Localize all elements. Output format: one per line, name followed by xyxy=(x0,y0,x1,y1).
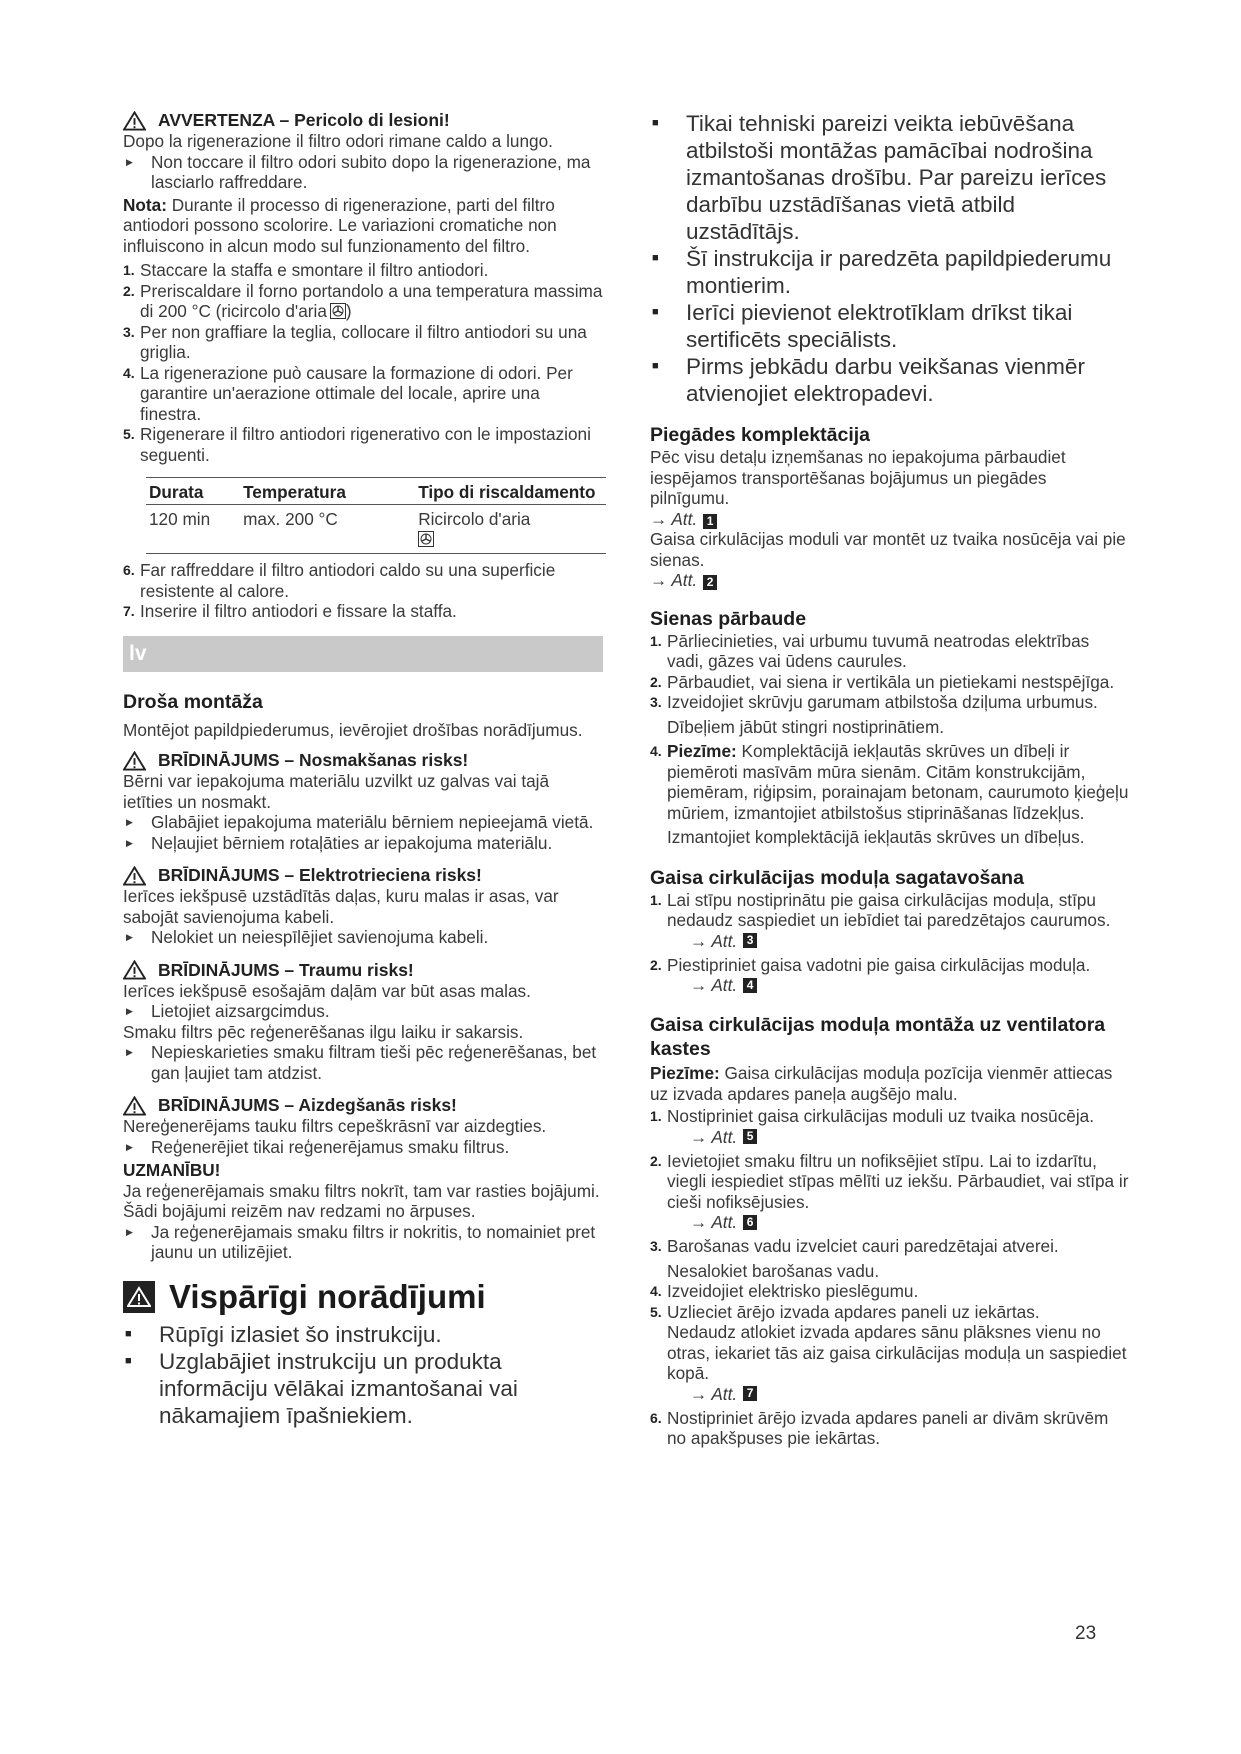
warning-triangle-icon xyxy=(123,111,146,131)
list-item: 4. Izveidojiet elektrisko pieslēgumu. xyxy=(650,1281,919,1301)
section-title: Droša montāža xyxy=(123,690,263,713)
list-item: 1. Pārliecinieties, vai urbumu tuvumā neatrodas elektrības vadi, gāzes vai ūdens caurules. xyxy=(650,630,1090,671)
section-title: Vispārīgi norādījumi xyxy=(123,1277,603,1317)
section-text: Pēc visu detaļu izņemšanas no iepakojuma pārbaudiet iespējamos transportēšanas bojājumus un piegādes pilnīgumu. xyxy=(650,447,1066,508)
list-item: 2. Preriscaldare il forno portandolo a una temperatura massima di 200 °C (ricircolo d'aria ) xyxy=(123,280,603,321)
arrow-bullet-icon: ▶ xyxy=(126,932,133,942)
steps-list xyxy=(650,631,1130,848)
figure-reference: → Att. 1 xyxy=(650,509,1130,530)
square-bullet-icon: ■ xyxy=(125,1327,132,1340)
list-item: ▶ Nelokiet un neiespīlējiet savienojuma kabeli. xyxy=(123,927,603,948)
fan-mode-icon xyxy=(418,531,434,547)
note-paragraph: Piezīme: Gaisa cirkulācijas moduļa pozīcija vienmēr attiecas uz izvada apdares paneļa augšējo malu. xyxy=(650,1063,1113,1104)
list-item: ▶ Reģenerējiet tikai reģenerējamus smaku filtrus. xyxy=(123,1137,603,1158)
list-item: 3. Izveidojiet skrūvju garumam atbilstoša dziļuma urbumus. xyxy=(650,692,1098,712)
warning-heading: AVVERTENZA – Pericolo di lesioni! xyxy=(123,110,603,131)
warning-text: Smaku filtrs pēc reģenerēšanas ilgu laiku ir sakarsis. xyxy=(123,1021,524,1042)
step-note: Nedaudz atlokiet izvada apdares sānu plāksnes vienu no otras, iekariet tās aiz gaisa cirkulācijas moduļa un saspiediet kopā. xyxy=(667,1322,1127,1383)
warning-text: Ierīces iekšpusē esošajām daļām var būt asas malas. xyxy=(123,980,531,1001)
square-bullet-icon: ■ xyxy=(652,360,659,372)
square-bullet-icon: ■ xyxy=(652,252,659,264)
list-item: 2. Pārbaudiet, vai siena ir vertikāla un pietiekami nestspējīga. xyxy=(650,671,1115,692)
list-item: 5. Rigenerare il filtro antiodori rigenerativo con le impostazioni seguenti. xyxy=(123,424,591,465)
section-title: Sienas pārbaude xyxy=(650,607,807,630)
list-item: 1. Staccare la staffa e smontare il filtro antiodori. xyxy=(123,260,489,280)
section-title: Gaisa cirkulācijas moduļa sagatavošana xyxy=(650,866,1024,889)
caution-text: Ja reģenerējamais smaku filtrs nokrīt, tam var rasties bojājumi. Šādi bojājumi reizēm nav redzami no ārpuses. xyxy=(123,1180,600,1221)
warning-triangle-icon xyxy=(123,866,146,886)
figure-reference: → Att. 5 xyxy=(650,1127,1130,1147)
warning-triangle-icon xyxy=(123,751,146,771)
general-list xyxy=(123,1321,603,1429)
figure-reference: → Att. 7 xyxy=(650,1384,1130,1404)
figure-reference: → Att. 3 xyxy=(650,931,1130,951)
table-header-row: Durata Temperatura Tipo di riscaldamento xyxy=(146,478,606,505)
list-item: ▶ Ja reģenerējamais smaku filtrs ir nokritis, to nomainiet pret jaunu un utilizējiet. xyxy=(123,1222,603,1263)
steps-list xyxy=(123,260,603,465)
list-item: 7. Inserire il filtro antiodori e fissare la staffa. xyxy=(123,601,457,621)
section-text: Gaisa cirkulācijas moduli var montēt uz tvaika nosūcēja vai pie sienas. xyxy=(650,529,1126,570)
list-item: 1. Lai stīpu nostiprinātu pie gaisa cirkulācijas moduļa, stīpu nedaudz saspiediet un iebīdiet tai paredzētajos caurumos. xyxy=(650,889,1111,930)
right-column xyxy=(650,110,1130,1449)
arrow-bullet-icon: ▶ xyxy=(126,1047,133,1057)
arrow-bullet-icon: ▶ xyxy=(126,1226,133,1237)
list-item: 2. Ievietojiet smaku filtru un nofiksējiet stīpu. Lai to izdarītu, viegli iespiediet stīpas mēlīti uz iekšu. Pārbaudiet, vai stīpa ir cieši nofiksējusies. xyxy=(650,1150,1129,1212)
warning-box-icon xyxy=(123,1281,155,1313)
steps-list xyxy=(123,560,603,622)
list-item: ▶ Neļaujiet bērniem rotaļāties ar iepakojuma materiālu. xyxy=(123,833,603,854)
list-item: ■ Rūpīgi izlasiet šo instrukciju. xyxy=(125,1321,442,1347)
list-item: ▶ Nepieskarieties smaku filtram tieši pēc reģenerēšanas, bet gan ļaujiet tam atdzist. xyxy=(123,1042,603,1083)
section-intro: Montējot papildpiederumus, ievērojiet drošības norādījumus. xyxy=(123,719,583,740)
list-item: ■ Ierīci pievienot elektrotīklam drīkst tikai sertificēts speciālists. xyxy=(652,300,1073,352)
list-item: ■ Šī instrukcija ir paredzēta papildpiederumu montierim. xyxy=(652,246,1112,298)
warning-triangle-icon xyxy=(123,1096,146,1116)
warning-heading: BRĪDINĀJUMS – Aizdegšanās risks! xyxy=(123,1095,603,1116)
list-item: 1. Nostipriniet gaisa cirkulācijas moduli uz tvaika nosūcēja. xyxy=(650,1106,1095,1126)
warning-text: Ierīces iekšpusē uzstādītās daļas, kuru malas ir asas, var sabojāt savienojuma kabeli. xyxy=(123,886,559,927)
section-title: Gaisa cirkulācijas moduļa montāža uz ventilatora kastes xyxy=(650,1014,1106,1060)
step-note: Izmantojiet komplektācijā iekļautās skrūves un dībeļus. xyxy=(667,827,1085,847)
list-item: ▶ Lietojiet aizsargcimdus. xyxy=(123,1001,603,1022)
step-note: Dībeļiem jābūt stingri nostiprinātiem. xyxy=(667,716,945,737)
arrow-bullet-icon: ▶ xyxy=(126,837,133,848)
note-paragraph: Nota: Durante il processo di rigenerazione, parti del filtro antiodori possono scolorire. Le variazioni cromatiche non influiscono in alcun modo sul funzionamento del filtro. xyxy=(123,194,557,256)
list-item: 6. Nostipriniet ārējo izvada apdares paneli ar divām skrūvēm no apakšpuses pie iekārtas. xyxy=(650,1407,1109,1448)
arrow-bullet-icon: ▶ xyxy=(126,817,133,827)
list-item: ▶ Glabājiet iepakojuma materiālu bērniem nepieejamā vietā. xyxy=(123,812,603,833)
figure-reference: → Att. 4 xyxy=(650,975,1130,995)
warning-heading: BRĪDINĀJUMS – Nosmakšanas risks! xyxy=(123,750,603,771)
steps-list xyxy=(650,890,1130,996)
warning-triangle-icon xyxy=(123,960,146,980)
square-bullet-icon: ■ xyxy=(125,1354,132,1367)
list-item: ■ Pirms jebkādu darbu veikšanas vienmēr atvienojiet elektropadevi. xyxy=(652,354,1085,406)
list-item: 4. Piezīme: Komplektācijā iekļautās skrūves un dībeļi ir piemēroti masīvām mūra sienām. Citām konstrukcijām, piemēram, riģipsim, porainajam betonam, caurumoto ķieģeļu mūriem, izmantojiet atbilstošus stiprināšanas līdzekļus. xyxy=(650,741,1129,823)
list-item: 6. Far raffreddare il filtro antiodori caldo su una superficie resistente al calore. xyxy=(123,560,556,601)
table-row: 120 min max. 200 °C Ricircolo d'aria xyxy=(146,505,606,554)
settings-table xyxy=(146,477,606,554)
list-item: 2. Piestipriniet gaisa vadotni pie gaisa cirkulācijas moduļa. xyxy=(650,954,1091,975)
fan-mode-icon xyxy=(330,303,346,319)
warning-text: Nereģenerējams tauku filtrs cepeškrāsnī var aizdegties. xyxy=(123,1116,547,1136)
warning-text: Bērni var iepakojuma materiālu uzvilkt uz galvas vai tajā ietīties un nosmakt. xyxy=(123,771,550,812)
warning-heading: BRĪDINĀJUMS – Elektrotrieciena risks! xyxy=(123,865,603,886)
warning-heading: BRĪDINĀJUMS – Traumu risks! xyxy=(123,960,603,981)
list-item: ▶ Non toccare il filtro odori subito dopo la rigenerazione, ma lasciarlo raffreddare. xyxy=(123,152,603,193)
figure-reference: → Att. 6 xyxy=(650,1212,1130,1232)
list-item: 3. Barošanas vadu izvelciet cauri paredzētajai atverei. xyxy=(650,1236,1059,1256)
arrow-bullet-icon: ▶ xyxy=(126,156,133,167)
caution-heading: UZMANĪBU! xyxy=(123,1160,221,1180)
list-item: ■ Uzglabājiet instrukciju un produkta informāciju vēlākai izmantošanai vai nākamajiem īpašniekiem. xyxy=(125,1348,518,1428)
left-column xyxy=(123,110,603,1429)
figure-reference: → Att. 2 xyxy=(650,570,1130,591)
list-item: 5. Uzlieciet ārējo izvada apdares paneli uz iekārtas. xyxy=(650,1301,1040,1322)
step-note: Nesalokiet barošanas vadu. xyxy=(667,1260,880,1281)
warning-text: Dopo la rigenerazione il filtro odori rimane caldo a lungo. xyxy=(123,131,553,151)
steps-list xyxy=(650,1106,1130,1449)
square-bullet-icon: ■ xyxy=(652,117,659,129)
arrow-bullet-icon: ▶ xyxy=(126,1006,133,1016)
page-number: 23 xyxy=(1075,1623,1097,1644)
arrow-bullet-icon: ▶ xyxy=(126,1141,133,1152)
square-bullet-icon: ■ xyxy=(652,306,659,318)
list-item: 4. La rigenerazione può causare la formazione di odori. Per garantire un'aerazione ottimale del locale, aprire una finestra. xyxy=(123,362,573,424)
list-item: 3. Per non graffiare la teglia, collocare il filtro antiodori su una griglia. xyxy=(123,321,587,362)
section-title: Piegādes komplektācija xyxy=(650,424,871,446)
language-bar: lv xyxy=(123,636,603,672)
list-item: ■ Tikai tehniski pareizi veikta iebūvēšana atbilstoši montāžas pamācībai nodrošina izmantošanas drošību. Par pareizu ierīces darbību uzstādīšanas vietā atbild uzstādītājs. xyxy=(652,111,1107,244)
general-list xyxy=(650,110,1130,407)
